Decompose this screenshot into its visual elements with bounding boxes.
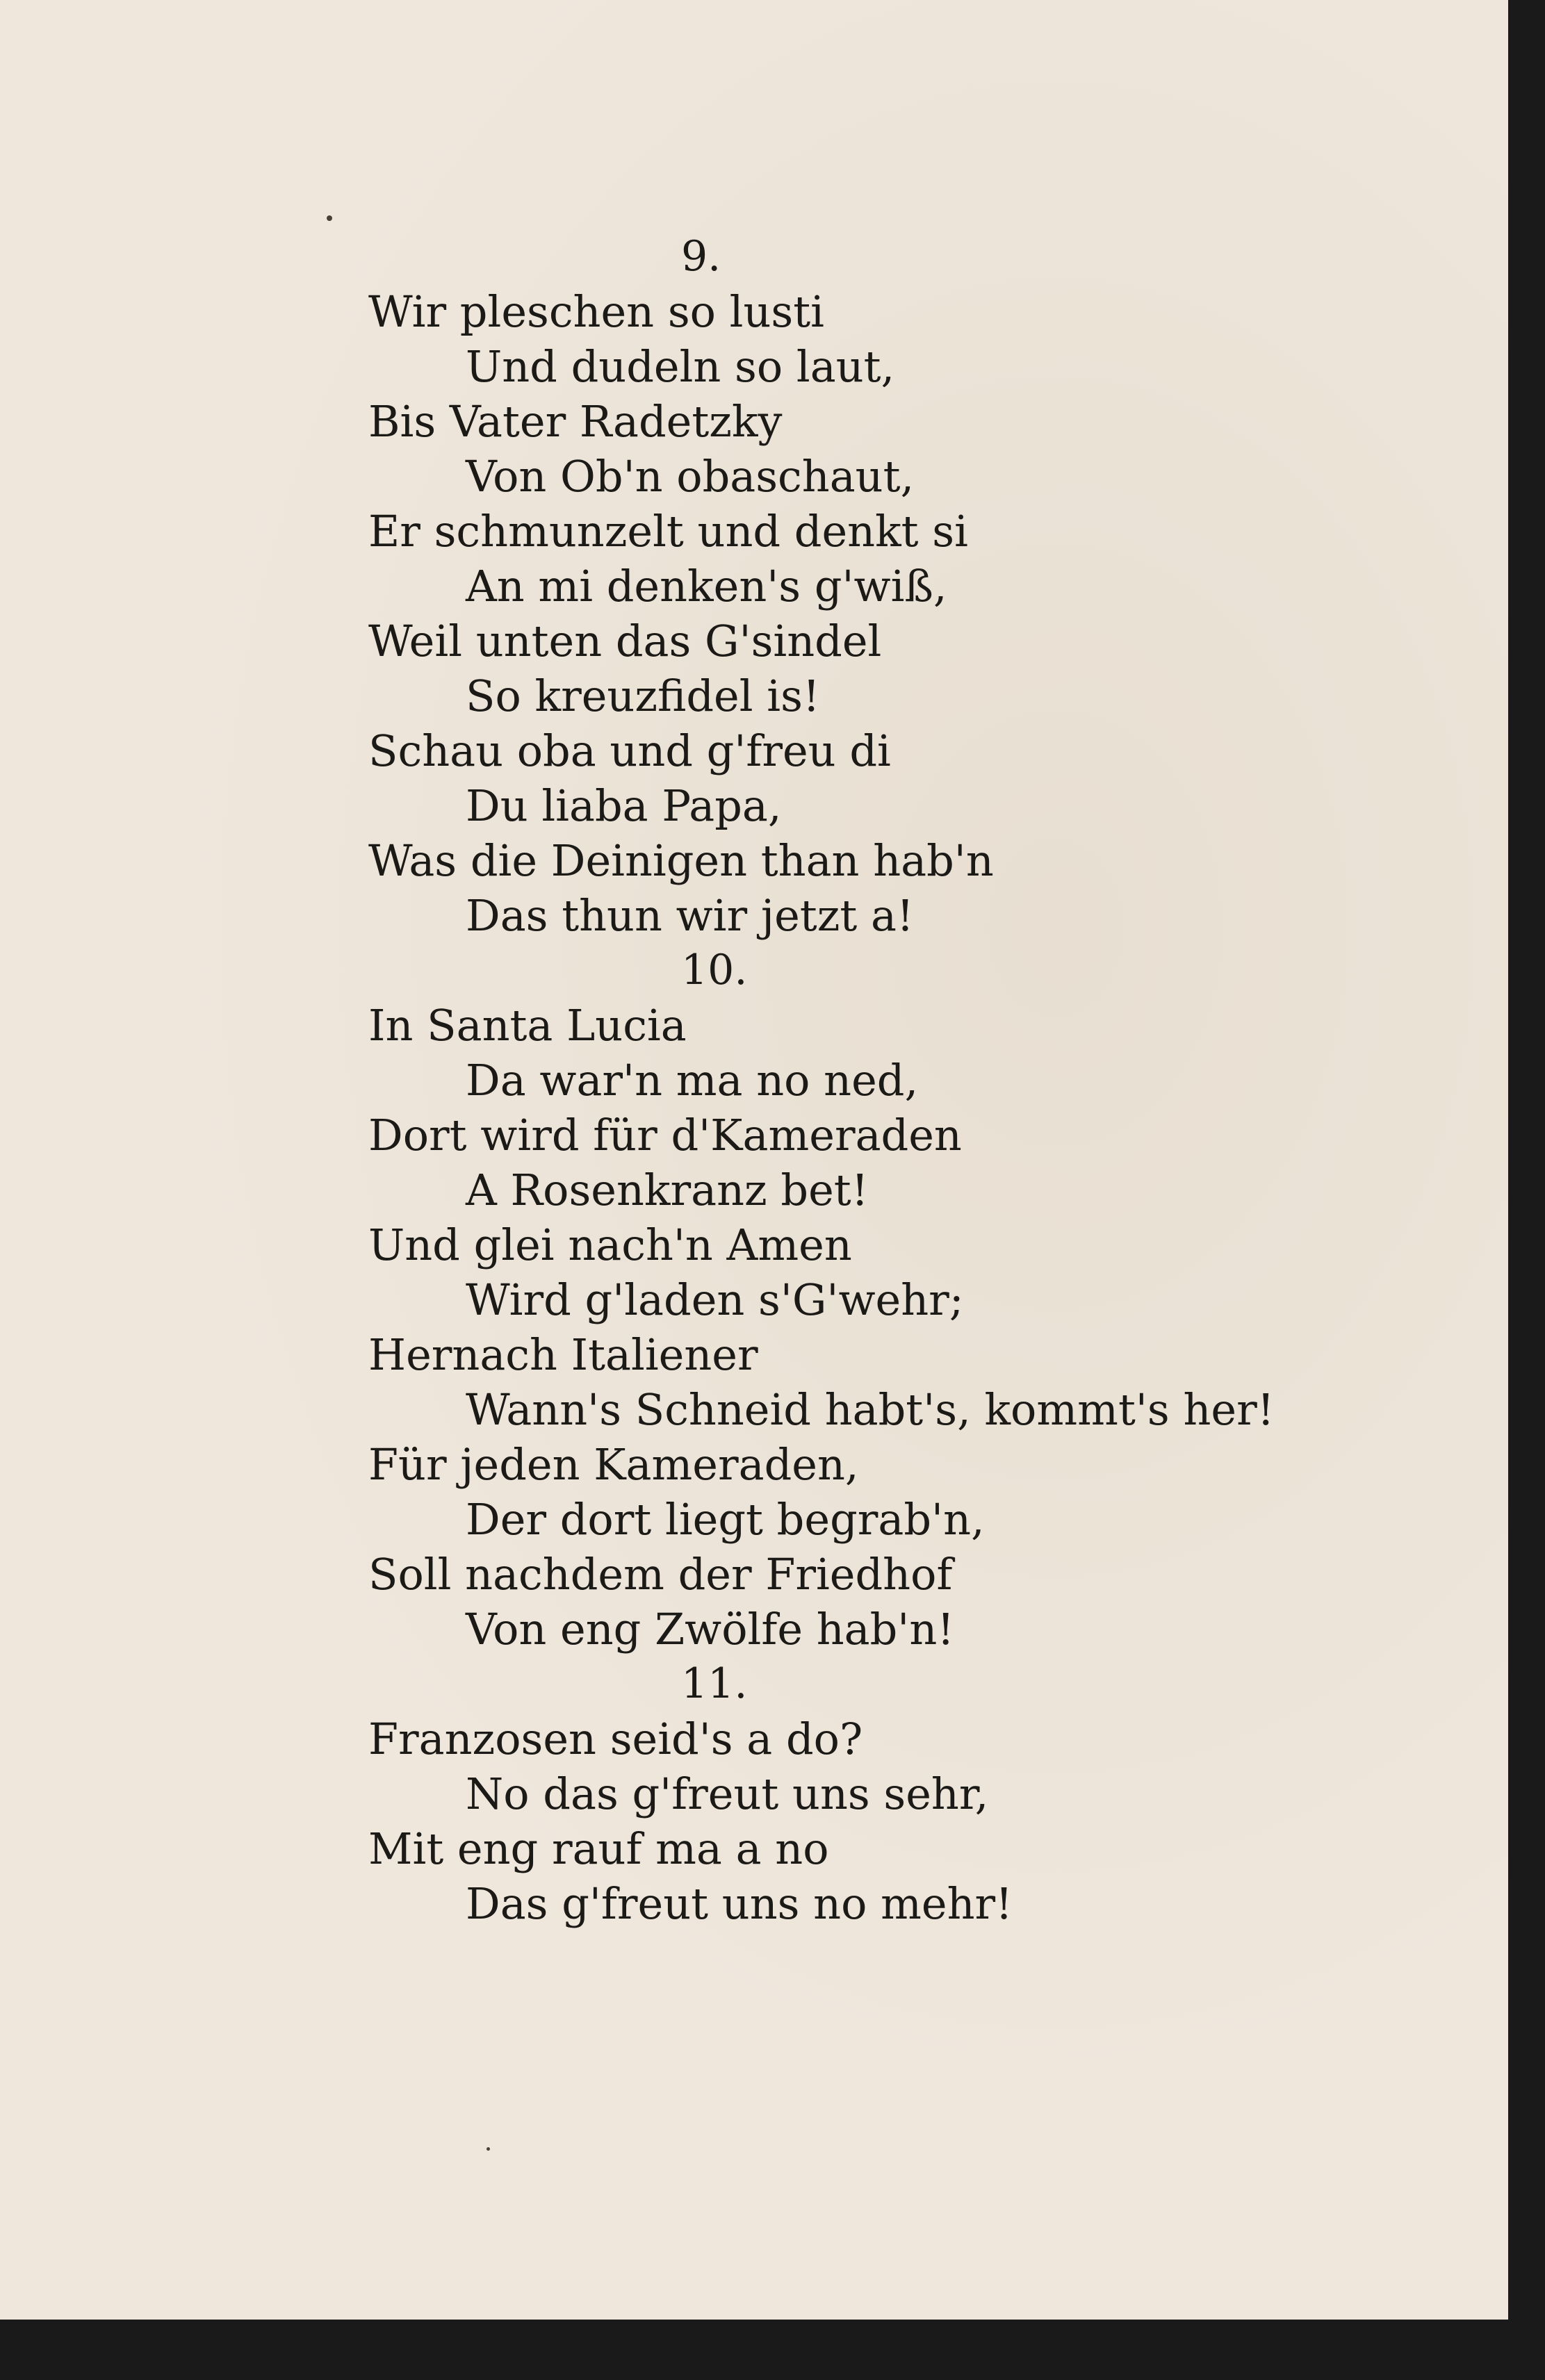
stanza-number: 9. xyxy=(681,232,721,281)
verse-line: Da war'n ma no ned, xyxy=(466,1055,919,1106)
verse-line: Wir pleschen so lusti xyxy=(368,286,824,337)
verse-line: Was die Deinigen than hab'n xyxy=(368,835,994,886)
verse-line: Für jeden Kameraden, xyxy=(368,1439,859,1490)
verse-line: So kreuzfidel is! xyxy=(466,671,820,721)
verse-line: Dort wird für d'Kameraden xyxy=(368,1110,962,1160)
verse-line: Soll nachdem der Friedhof xyxy=(368,1549,953,1600)
verse-line: Mit eng rauf ma a no xyxy=(368,1823,829,1874)
verse-line: An mi denken's g'wiß, xyxy=(466,561,947,612)
verse-line: Du liaba Papa, xyxy=(466,780,782,831)
verse-line: A Rosenkranz bet! xyxy=(466,1165,869,1215)
verse-line: Wann's Schneid habt's, kommt's her! xyxy=(466,1384,1275,1435)
stanza-number: 11. xyxy=(681,1659,748,1708)
speck xyxy=(327,215,332,221)
verse-line: In Santa Lucia xyxy=(368,1000,687,1051)
verse-line: Von Ob'n obaschaut, xyxy=(466,451,915,502)
verse-line: Hernach Italiener xyxy=(368,1329,758,1380)
verse-line: Wird g'laden s'G'wehr; xyxy=(466,1274,964,1325)
verse-line: Schau oba und g'freu di xyxy=(368,725,891,776)
speck xyxy=(487,2147,490,2151)
verse-line: Bis Vater Radetzky xyxy=(368,396,783,447)
verse-line: Weil unten das G'sindel xyxy=(368,616,882,666)
verse-line: Das g'freut uns no mehr! xyxy=(466,1878,1013,1929)
poem-text xyxy=(368,229,1275,1931)
verse-line: Franzosen seid's a do? xyxy=(368,1714,863,1764)
verse-line: Das thun wir jetzt a! xyxy=(466,890,914,941)
verse-line: Der dort liegt begrab'n, xyxy=(466,1494,985,1545)
verse-line: Und dudeln so laut, xyxy=(466,341,895,392)
verse-line: Und glei nach'n Amen xyxy=(368,1220,852,1270)
verse-line: Von eng Zwölfe hab'n! xyxy=(466,1604,955,1655)
verse-line: No das g'freut uns sehr, xyxy=(466,1768,989,1819)
verse-line: Er schmunzelt und denkt si xyxy=(368,506,968,557)
stanza-number: 10. xyxy=(681,946,748,994)
